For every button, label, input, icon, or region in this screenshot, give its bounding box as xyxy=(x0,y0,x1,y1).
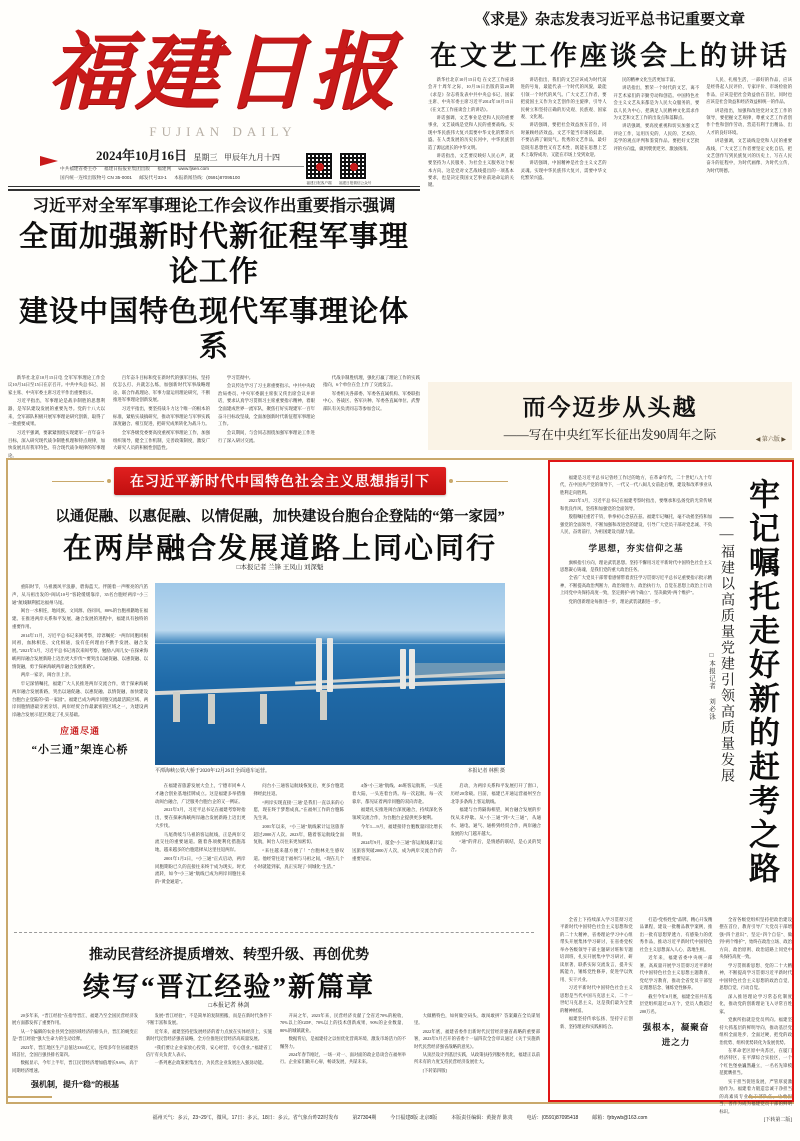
article-paragraph: 数据背后，是福建持之以恒优化营商环境、激发市场活力的不懈努力。 xyxy=(280,1036,406,1049)
article-paragraph: 福建与台湾隔海相望，闽台融合发展的步伐从未停歇。从“小三通”到“大三通”，从通水、通电、通气、通桥到经贸合作，两岸融合发展的大门越开越大。 xyxy=(450,807,541,836)
publisher-label: 中共福建省委主办 xyxy=(60,166,97,171)
article-paragraph: 福建扎实推进闽台深度融合，持续深化各领域交流合作，为台胞台企提供更多便利。 xyxy=(352,807,443,820)
photo-pylon xyxy=(409,649,415,689)
dateline-weekday: 星期三 xyxy=(193,153,218,162)
article-column xyxy=(280,1012,406,1094)
divider-rule xyxy=(8,186,420,187)
article-paragraph: 讲话指出，我们的文艺应该成为时代前进的号角，最能代表一个时代的风貌，最能引领一个时代的风气。广大文艺工作者，要把爱国主义作为文艺创作的主旋律，引导人民树立和坚持正确的历史观、民族观、国家观、文化观。 xyxy=(520,77,607,119)
article-column xyxy=(155,782,246,887)
divider-rule-thick xyxy=(8,189,420,191)
group-label: 福建日报报业集团出版 xyxy=(104,166,150,171)
top-right-headline-group xyxy=(428,8,792,73)
article-paragraph: 讲话指出，文艺要反映好人民心声，就要坚持为人民服务、为社会主义服务这个根本方向。这是党对文艺战线提出的一项基本要求，也是决定我国文艺事业前途命运的关键。 xyxy=(428,152,514,188)
nameplate-title: 福建日报 xyxy=(47,27,400,120)
footer-pages: 今日福建8版 北京8版 xyxy=(390,1115,438,1121)
site-label: 福建网 xyxy=(157,166,172,171)
middle-title[interactable]: 在两岸融合发展道路上同心同行 xyxy=(62,533,497,565)
dateline-date: 2024年10月16日 xyxy=(95,148,187,163)
article-column xyxy=(146,1012,272,1094)
article-paragraph: 打造“党校姓党”品牌，精心开发精品课程，建设一批精品教学案例，推出一批有思想穿透力、有感染力的优秀作品，推动习近平新时代中国特色社会主义思想深入人心、落地生根。 xyxy=(639,917,713,952)
top-right-body xyxy=(428,76,792,376)
article-paragraph: 讲话强调，要高度重视和切实加强文艺评论工作，运用历史的、人民的、艺术的、美学的观点评判和鉴赏作品。要把好文艺批评的方向盘，做到褒优贬劣、激浊扬清。 xyxy=(613,123,700,151)
article-paragraph: 福建是习近平总书记曾经工作过的地方，在革命年代、二十世纪八九十年代，在中国共产党的领导下，一代又一代八闽儿女前赴后继，建设和改革事业从胜利走向胜利。 xyxy=(560,475,712,495)
article-paragraph: 20多年来，“晋江经验”在指导晋江、福建乃至全国民营经济发展方面都发挥了重要作用。 xyxy=(12,1013,138,1026)
article-column xyxy=(706,76,792,376)
photo-pier xyxy=(260,694,267,724)
article-paragraph: 全省上下持续深入学习贯彻习近平新时代中国特色社会主义思想和党的二十大精神，省委理论学习中心组带头开展集体学习研讨，在省委党校举办各级领导干部主题研讨班和专题培训班，扎实开展集中学习研讨、研读原著、联系实际交流发言，提升实践能力，锤炼党性修养，促进学以致用、实干兴业。 xyxy=(560,917,633,982)
article-paragraph: 习近平新时代中国特色社会主义思想是当代中国马克思主义、二十一世纪马克思主义，这是我们最为宝贵的精神财富。 xyxy=(560,985,633,1013)
article-paragraph: 党的创新理论每推进一步，理论武装就跟进一步。 xyxy=(568,598,664,604)
article-paragraph: 2024年春节刚过，一场一对一、面对面的政企恳谈会在福州举行。企业家们敞开心扉，畅谈发展，共谋未来。 xyxy=(280,1051,406,1065)
dashed-divider xyxy=(14,932,534,933)
cn-code: 国内统一连续出版物号 CN 35-0001 xyxy=(60,174,132,180)
article-paragraph: “来往越来越方便了！”台胞林先生感叹道。他经常往返于福州与马祖之间，“现在几个小时就能到家，真正实现了‘同城化’生活。” xyxy=(253,848,344,869)
qr-label-wechat: 福建日报微信公众号 xyxy=(339,181,372,185)
ribbon-dot-icon xyxy=(449,479,453,483)
publication-info xyxy=(60,165,310,182)
article-paragraph: 启动，为两岸关系和平发展打开了窗口，历经20余载。目前，福建已开通运营福州至台北等多条海上客运航线。 xyxy=(450,783,541,804)
article-paragraph: 在福建省旅游发展大会上，宁德市同乡人才融合创业基地挂牌成立。这是福建多举措推动闽台融合，广泛服务台胞台企的又一例证。 xyxy=(155,783,246,804)
article-column xyxy=(352,782,443,887)
article-column xyxy=(521,76,607,376)
article-paragraph: “两岸实现直接‘三通’是我们一直以来的心愿，现在终于梦想成真。”在福州工作的台胞陈先生说。 xyxy=(253,799,344,820)
article-paragraph: 大做精特色，如何做空码头、敢闯敢拼？答案藏在全员谋划里。 xyxy=(414,1013,540,1026)
photo-pier xyxy=(173,692,180,722)
article-column xyxy=(323,374,420,461)
article-paragraph: 近年来，福建坚持把发展经济的着力点放在实体经济上，实施新时代民营经济强省战略，全方位推进民营经济高质量发展。 xyxy=(146,1028,272,1042)
article-paragraph: 2001年以来，“小三通”航线累计运送旅客超过2000万人次。2023年，随着客运航线全面复航，闽台人员往来更加密切。 xyxy=(253,823,344,845)
long-march-subtitle: ——写在中央红军长征出发90周年之际 xyxy=(503,428,717,442)
corner-rule-left xyxy=(8,1096,52,1098)
article-paragraph: 开局之年，2023年来，民营经济贡献了全省近70%的税收、70%以上的GDP、70%以上的技术创新成果、90%的企业数量、80%的城镇就业。 xyxy=(280,1013,406,1033)
red-ribbon-banner xyxy=(40,466,520,496)
right-box-intro xyxy=(560,474,712,606)
article-paragraph: 马尾黄岐与马祖的客运航线，正是两岸交流交往的重要通道。随着各项便利化措施落地，越来越多的台胞选择从这里往返两岸。 xyxy=(155,831,246,852)
photo-credit: 本报记者 林熙 摄 xyxy=(467,769,505,774)
article-paragraph: 习近平强调，要紧紧围绕实现建军一百年奋斗目标，深入研究现代战争制胜机理和特点规律，加快发展具有我军特色、符合现代战争规律的军事理论。 xyxy=(8,430,105,459)
middle-left-column xyxy=(12,583,148,764)
hotline: 本报新闻热线：(0591)87095100 xyxy=(174,174,241,180)
article-paragraph: 会议期间，与会同志围绕加强军事理论工作进行了深入研讨交流。 xyxy=(218,430,315,443)
article-paragraph: “通”的背后，是情感的联结，是心灵的契合。 xyxy=(450,839,541,852)
article-paragraph: 数据显示，今年上半年，晋江民营经济增加值增长9.6%，高于同期经济增速。 xyxy=(12,1060,138,1073)
article-column xyxy=(640,916,713,1126)
long-march-feature-box[interactable] xyxy=(428,382,792,450)
continuation-tag[interactable]: [下转第二版] xyxy=(763,1118,793,1124)
middle-body-columns xyxy=(155,782,541,887)
middle-kicker: 以通促融、以惠促融、以情促融，加快建设台胞台企登陆的“第一家园” xyxy=(55,509,505,525)
article-paragraph: 殷殷嘱托重若千钧，拳拳初心念兹在兹。福建牢记嘱托，毫不动摇坚持和加强党的全面领导，不断加强和改进党的建设，引导广大党员干部对党忠诚、不负人民，奋勇前行，为祖国建设贡献力量。 xyxy=(560,514,712,535)
corner-rule-right xyxy=(748,1096,792,1098)
article-paragraph: 从顶层设计到基层实践，从政策扶持到服务优化，福建正以前所未有的力度支持民营经济发展壮大。 xyxy=(414,1051,540,1065)
article-paragraph: 学习贯彻新思想、党的二十大精神，不断提高学习贯彻习近平新时代中国特色社会主义思想的政治自觉、思想自觉、行动自觉。 xyxy=(719,962,793,991)
middle-subhead-red: 应通尽通 xyxy=(59,725,100,736)
article-paragraph: 习近平指出，军事理论是战争制胜的思想利器，是军队建设发展的重要先导。党的十八大以来，全军部队积极开展军事理论研究创新，取得了一批重要成果。 xyxy=(8,398,105,427)
article-paragraph: 实干担当促进发展，严管厚爱激励作为。福建着力锻造忠诚干净担当的高素质专业化干部队伍，让敢担当、善作为成为福建党员干部的鲜明标识。 xyxy=(719,1078,793,1114)
right-box-vertical-subtitle: ——福建以高质量党建引领高质量发展 xyxy=(719,510,734,784)
article-paragraph: [下转第四版] xyxy=(422,1067,447,1073)
article-column xyxy=(254,782,345,887)
article-paragraph: 会议传达学习了习主席重要指示。中共中央政治局委员、中央军委副主席张又侠出席会议并讲话，要求认真学习贯彻习主席重要指示精神，着眼全面建成世界一流军队，聚焦打好实现建军一百年奋斗目标攻坚战，全面加强新时代新征程军事理论工作。 xyxy=(218,383,315,427)
article-column xyxy=(614,76,700,376)
qr-item-app[interactable] xyxy=(305,152,333,186)
article-paragraph: 发展“晋江经验”，不是简单的复制照搬，而是在新时代条件下不断丰富和发展。 xyxy=(146,1013,272,1026)
article-paragraph: 全军各级党委要高度重视军事理论工作，加强组织领导，健全工作机制，完善政策制度，激发广大研究人员的积极性创造性。 xyxy=(113,430,210,451)
footer-editor: 本版责任编辑：黄拢青 陈夷 xyxy=(451,1115,513,1121)
article-paragraph: 2021年3月，习近平总书记在福建考察时指出，要继承和弘扬党的光荣传统和优良作风，坚持和加强党的全面领导。 xyxy=(560,498,712,511)
article-column xyxy=(12,583,148,719)
article-column xyxy=(428,76,514,376)
article-paragraph: 讲话指出，加强和改进党对文艺工作的领导，要把握文艺规律，尊重文艺工作者创作个性和创作劳动，营造有利于出精品、出人才的良好环境。 xyxy=(706,107,792,135)
masthead xyxy=(0,0,800,192)
article-paragraph: 截至今年8月底，福建全省共有基层党组织超过13万个，党员人数超过200万名。 xyxy=(639,993,713,1014)
right-box-byline: □本报记者 刘必泳 xyxy=(708,652,715,721)
jinjiang-subhead: 强机制，提升“稳”的根基 xyxy=(31,1080,119,1090)
nameplate-english: FUJIAN DAILY xyxy=(149,124,297,139)
article-paragraph: 今年1—9月，福建接待台胞数量同比增长明显。 xyxy=(352,823,443,837)
article-paragraph: 深入推进理论学习常态化制度化，推动党的创新理论飞入寻常百姓家。 xyxy=(719,993,793,1014)
article-paragraph: 2021年3月，习近平总书记在福建考察时指出，要在探索海峡两岸融合发展新路上迈出更大步伐。 xyxy=(155,807,246,828)
article-paragraph: 近年来，福建省委中央统一部署，高质量开展学习贯彻习近平新时代中国特色社会主义思想主题教育、党纪学习教育，推动全省党员干部坚定理想信念、锤炼党性修养。 xyxy=(639,955,713,991)
footer-phone: 电话：(0591)87095418 xyxy=(526,1115,579,1121)
article-paragraph: 党旗所指就是党员所向。福建坚持大抓基层的鲜明导向，推动基层党组织全面进步、全面过硬，把党的政治优势、组织优势转化为发展优势。 xyxy=(719,1017,793,1045)
article-paragraph: 学习贯彻中。 xyxy=(226,374,254,380)
right-box-subhead-2: 强根本，凝聚奋进之力 xyxy=(642,1022,710,1047)
article-column xyxy=(218,374,315,461)
article-paragraph: 旗帜指引方向，理论武装思想。坚持不懈用习近平新时代中国特色社会主义思想凝心铸魂，是我们党的重大政治任务。 xyxy=(560,559,712,572)
article-paragraph: 人民、扎根生活，一部好的作品，应该是经得起人民评价、专家评价、市场检验的作品，应该是把社会效益放在首位，同时也应该是社会效益和经济效益相统一的作品。 xyxy=(706,77,792,105)
article-paragraph: 讲话强调，要把社会效益放在首位，同时兼顾经济效益。文艺不能当市场的奴隶，不要沾满了铜臭气。优秀的文艺作品，最好是既有思想性又有艺术性、既能在思想上艺术上取得成功，又能在市场上受到欢迎。 xyxy=(520,122,607,157)
right-box-vertical-title[interactable]: 牢记嘱托走好新的赶考之路 xyxy=(744,478,779,886)
photo-pier xyxy=(320,690,327,720)
right-box-columns xyxy=(560,916,792,1126)
site-url[interactable]: www.fjsen.com xyxy=(178,166,209,171)
middle-byline: □本报记者 兰锋 王凤山 刘深魁 xyxy=(236,564,324,571)
lead-title-line2[interactable]: 建设中国特色现代军事理论体系 xyxy=(18,295,409,364)
footer-weather: 福州天气：多云，23~29℃，微风。17日：多云。18日：多云。省气象台昨22时发布 xyxy=(152,1115,339,1121)
article-paragraph: 2024年9月，厦金“小三通”客运航线累计运送旅客突破2000万人次，成为两岸交流合作的重要见证。 xyxy=(352,840,443,861)
article-column xyxy=(560,916,633,1126)
top-right-kicker: 《求是》杂志发表习近平总书记重要文章 xyxy=(474,12,745,28)
article-paragraph: 全省广大党员干部带着感情带着责任学习贯彻习近平总书记重要指示批示精神，不断提高政治判断力、政治领悟力、政治执行力，自觉在思想上政治上行动上同党中央保持高度一致，坚定拥护“两个确立”、坚决做到“两个维护”。 xyxy=(560,575,712,596)
article-paragraph: 一系列惠企政策密集出台，为民营企业发展注入强劲动能。 xyxy=(154,1060,267,1066)
article-paragraph: 全省各级党组织坚持把政治建设摆在首位，教育引导广大党员干部增强“四个意识”、坚定“四个自信”、做到“两个维护”，始终在政治立场、政治方向、政治原则、政治道路上同党中央保持高度一致。 xyxy=(719,917,793,960)
qr-item-wechat[interactable] xyxy=(339,152,371,186)
qr-code-icon[interactable] xyxy=(339,152,367,180)
jinjiang-byline: □本报记者 林剑 xyxy=(208,1003,250,1009)
lead-body xyxy=(8,374,420,461)
article-paragraph: 在革命老区原中央苏区，在厦门经济特区，在平潭综合实验区，一个个红色堡垒巍然矗立，一名名先锋模范挺膺担当。 xyxy=(719,1047,793,1076)
article-column xyxy=(12,1012,138,1094)
article-paragraph: 从一个偏僻的农业县到全国县域经济的排头兵，晋江的蜕变正是“晋江经验”强大生命力的生动诠释。 xyxy=(12,1028,138,1042)
photo-pylon xyxy=(327,638,333,693)
jinjiang-body-columns xyxy=(12,1012,540,1094)
article-paragraph: 2001年1月2日，“小三通”正式启动，两岸同胞期盼已久的直接往来终于成为现实。时光流转，如今“小三通”航线已成为两岸同胞往来的“黄金通道”。 xyxy=(155,855,246,884)
jinjiang-kicker: 推动民营经济提质增效、转型升级、再创优势 xyxy=(89,948,369,963)
ribbon-label: 在习近平新时代中国特色社会主义思想指引下 xyxy=(114,467,446,495)
article-paragraph: 2014年11月，习近平总书记来闽考察，谆谆嘱托：“两岸同胞同根同祖，血脉相连、文化相通，没有任何理由不携手发展、融合发展。”2021年3月，习近平总书记再次来闽考察，勉励八闽儿女“在探索海峡两岸融合发展新路上迈出更大步伐”“要突出以通促融、以惠促融、以情促融，勇于探索海峡两岸融合发展新路”。 xyxy=(12,632,148,669)
article-paragraph: 讲话强调，文艺事业是党和人民的重要事业，文艺战线是党和人民的重要战线。实现中华民族伟大复兴需要中华文化的繁荣兴盛。在人类发展的历史长河中，中华民族创造了源远流长的中华文明。 xyxy=(428,114,514,150)
article-paragraph: 讲话指出，繁荣一个时代的文艺，离不开艺术家们的辛勤劳动和创造。中国特色社会主义文艺从来都是为人民大众服务的，要以人民为中心，把满足人民精神文化需求作为文艺和文艺工作的出发点和落脚点。 xyxy=(613,85,700,120)
ribbon-rule-right xyxy=(456,481,508,482)
article-paragraph: 军委机关各部委、军委各直属机构、军委联指中心、各战区、各军兵种、军委各直属单位、武警部队有关负责同志等参加会议。 xyxy=(323,390,420,412)
article-paragraph: 新华社北京10月15日电 在文艺工作座谈会开十周年之际，10月16日出版的第20期《求是》杂志将发表中共中央总书记、国家主席、中央军委主席习近平2014年10月15日《在文艺工作座谈会上的讲话》。 xyxy=(428,77,514,112)
long-march-title: 而今迈步从头越 xyxy=(522,395,698,420)
article-column xyxy=(719,916,792,1126)
article-paragraph: “我们要让企业家放心投资、安心经营、专心创业。”福建省工信厅有关负责人表示。 xyxy=(146,1044,272,1057)
page-reference-tag[interactable]: ◀ 第六版 ▶ xyxy=(755,437,786,443)
footer-email[interactable]: 邮箱：fjrbywb@163.com xyxy=(592,1115,648,1121)
footer-issue: 第27304期 xyxy=(352,1115,377,1121)
middle-subhead-black: “小三通”架连心桥 xyxy=(31,743,129,756)
article-column xyxy=(414,1012,540,1094)
article-paragraph: 牢记深情嘱托，福建广大人民推进两岸交流合作，勇于探索海峡两岸融合发展新路，突出以通促融、以惠促融、以情促融，加快建设台胞台企登陆的“第一家园”。福建已成为两岸同胞交流最活跃区域、两岸同胞情感最亲密亲切、两岸经贸合作最紧密的区域之一，为建设两岸融合发展示范区奠定了扎实基础。 xyxy=(12,681,148,717)
photo-pier xyxy=(208,694,215,724)
article-paragraph: 2022年底，福建省委作出新时代民营经济强省战略的重要部署，2023年5月召开的省委十一届四次全会审议通过《关于实施新时代民营经济强省战略的意见》。 xyxy=(414,1028,540,1049)
bridge-photo xyxy=(155,583,505,765)
article-paragraph: 代战争制胜机理，强化打赢了理论工作的实践指向，6个单位在会上作了交流发言。 xyxy=(323,374,420,388)
qr-code-icon[interactable] xyxy=(305,152,333,180)
page-footer xyxy=(0,1114,800,1121)
qr-label-app: 福建日报客户端 xyxy=(306,181,332,185)
newspaper-nameplate xyxy=(47,14,400,134)
photo-caption-text: 平潭海峡公铁大桥于2020年12月26日全面通车运营。 xyxy=(155,769,271,774)
article-paragraph: 讲话强调，文艺战线是党和人民的重要战线，广大文艺工作者要坚定文化自信，把文艺创作写到民族复兴的历史上、写在人民奋斗的征程中，为时代画像、为时代立传、为时代明德。 xyxy=(706,138,792,173)
article-paragraph: 闽台一水相连，地同族、文同源、俗同风，80%的台胞祖籍地在福建。在推进两岸关系和平发展、融合发展的进程中，福建具有独特的重要作用。 xyxy=(12,608,148,629)
article-paragraph: 百年奋斗目标和党在新时代的强军目标，坚持仗怎么打、兵就怎么练，加强新时代军事战略理论、联合作战理论、军事力量运用理论研究，不断推进军事理论创新发展。 xyxy=(113,374,210,403)
article-paragraph: 问台小三通客运航线恢复后，更多台胞选择经此往返。 xyxy=(253,783,344,796)
article-paragraph: 两岸一家亲，闽台亲上亲。 xyxy=(20,672,74,678)
article-paragraph: 讲话强调，中国精神是社会主义文艺的灵魂。实现中华民族伟大复兴，需要中华文化繁荣兴盛。 xyxy=(520,160,607,181)
top-right-title[interactable]: 在文艺工作座谈会上的讲话 xyxy=(430,41,790,71)
photo-pylon xyxy=(400,649,406,689)
article-column xyxy=(451,782,542,887)
ribbon-dot-icon xyxy=(107,479,111,483)
article-column xyxy=(8,374,105,461)
article-paragraph: 新华社北京10月15日电 全军军事理论工作会议10月14日至15日在京召开。中共中央总书记、国家主席、中央军委主席习近平作出重要指示。 xyxy=(8,374,105,395)
photo-caption xyxy=(155,767,505,774)
post-code: 邮发代号33-1 xyxy=(139,174,167,180)
article-paragraph: 4条“小三通”航线、46班客运航班，一头连着大陆，一头连着台湾。每一次起航、每一次靠岸，都见证着两岸同胞的双向奔赴。 xyxy=(352,783,443,804)
article-paragraph: 福建坚持传承弘扬、坚持守正创新、坚持理论和实践相结合。 xyxy=(560,1016,633,1029)
lead-kicker: 习近平对全军军事理论工作会议作出重要指示强调 xyxy=(32,197,396,215)
dateline-lunar: 甲辰年九月十四 xyxy=(224,153,280,162)
right-box-subhead-1: 学思想，夯实信仰之基 xyxy=(588,542,684,553)
ribbon-rule-left xyxy=(52,481,104,482)
article-paragraph: 民的精神文化生活更加丰富。 xyxy=(622,77,678,82)
article-paragraph: 重阳时节，马祖澳风平浪静，碧海蓝天。伴随着一声嘹亮的汽笛声，从马祖出发的“闽试10号”客轮缓缓靠岸，35名台胞经两岸“小三通”航线顺利抵达福州马尾。 xyxy=(12,584,148,605)
lead-story xyxy=(8,192,420,461)
article-paragraph: 2023年，晋江地区生产总值达3363亿元，连续多年位居福建县域首位，全国百强县排名第四。 xyxy=(12,1044,138,1057)
article-column xyxy=(113,374,210,461)
lead-title-line1[interactable]: 全面加强新时代新征程军事理论工作 xyxy=(18,221,409,289)
article-paragraph: 习近平指出，要坚持战斗力这个唯一的根本的标准，紧贴实战搞研究，推动军事理论与军事实践深度融合、相互促进，把研究成果转化为战斗力。 xyxy=(113,406,210,427)
red-arrow-icon xyxy=(40,156,58,166)
jinjiang-title[interactable]: 续写“晋江经验”新篇章 xyxy=(83,972,375,1002)
photo-pylon xyxy=(316,638,322,693)
qr-code-group xyxy=(305,152,371,186)
dateline xyxy=(72,145,304,167)
